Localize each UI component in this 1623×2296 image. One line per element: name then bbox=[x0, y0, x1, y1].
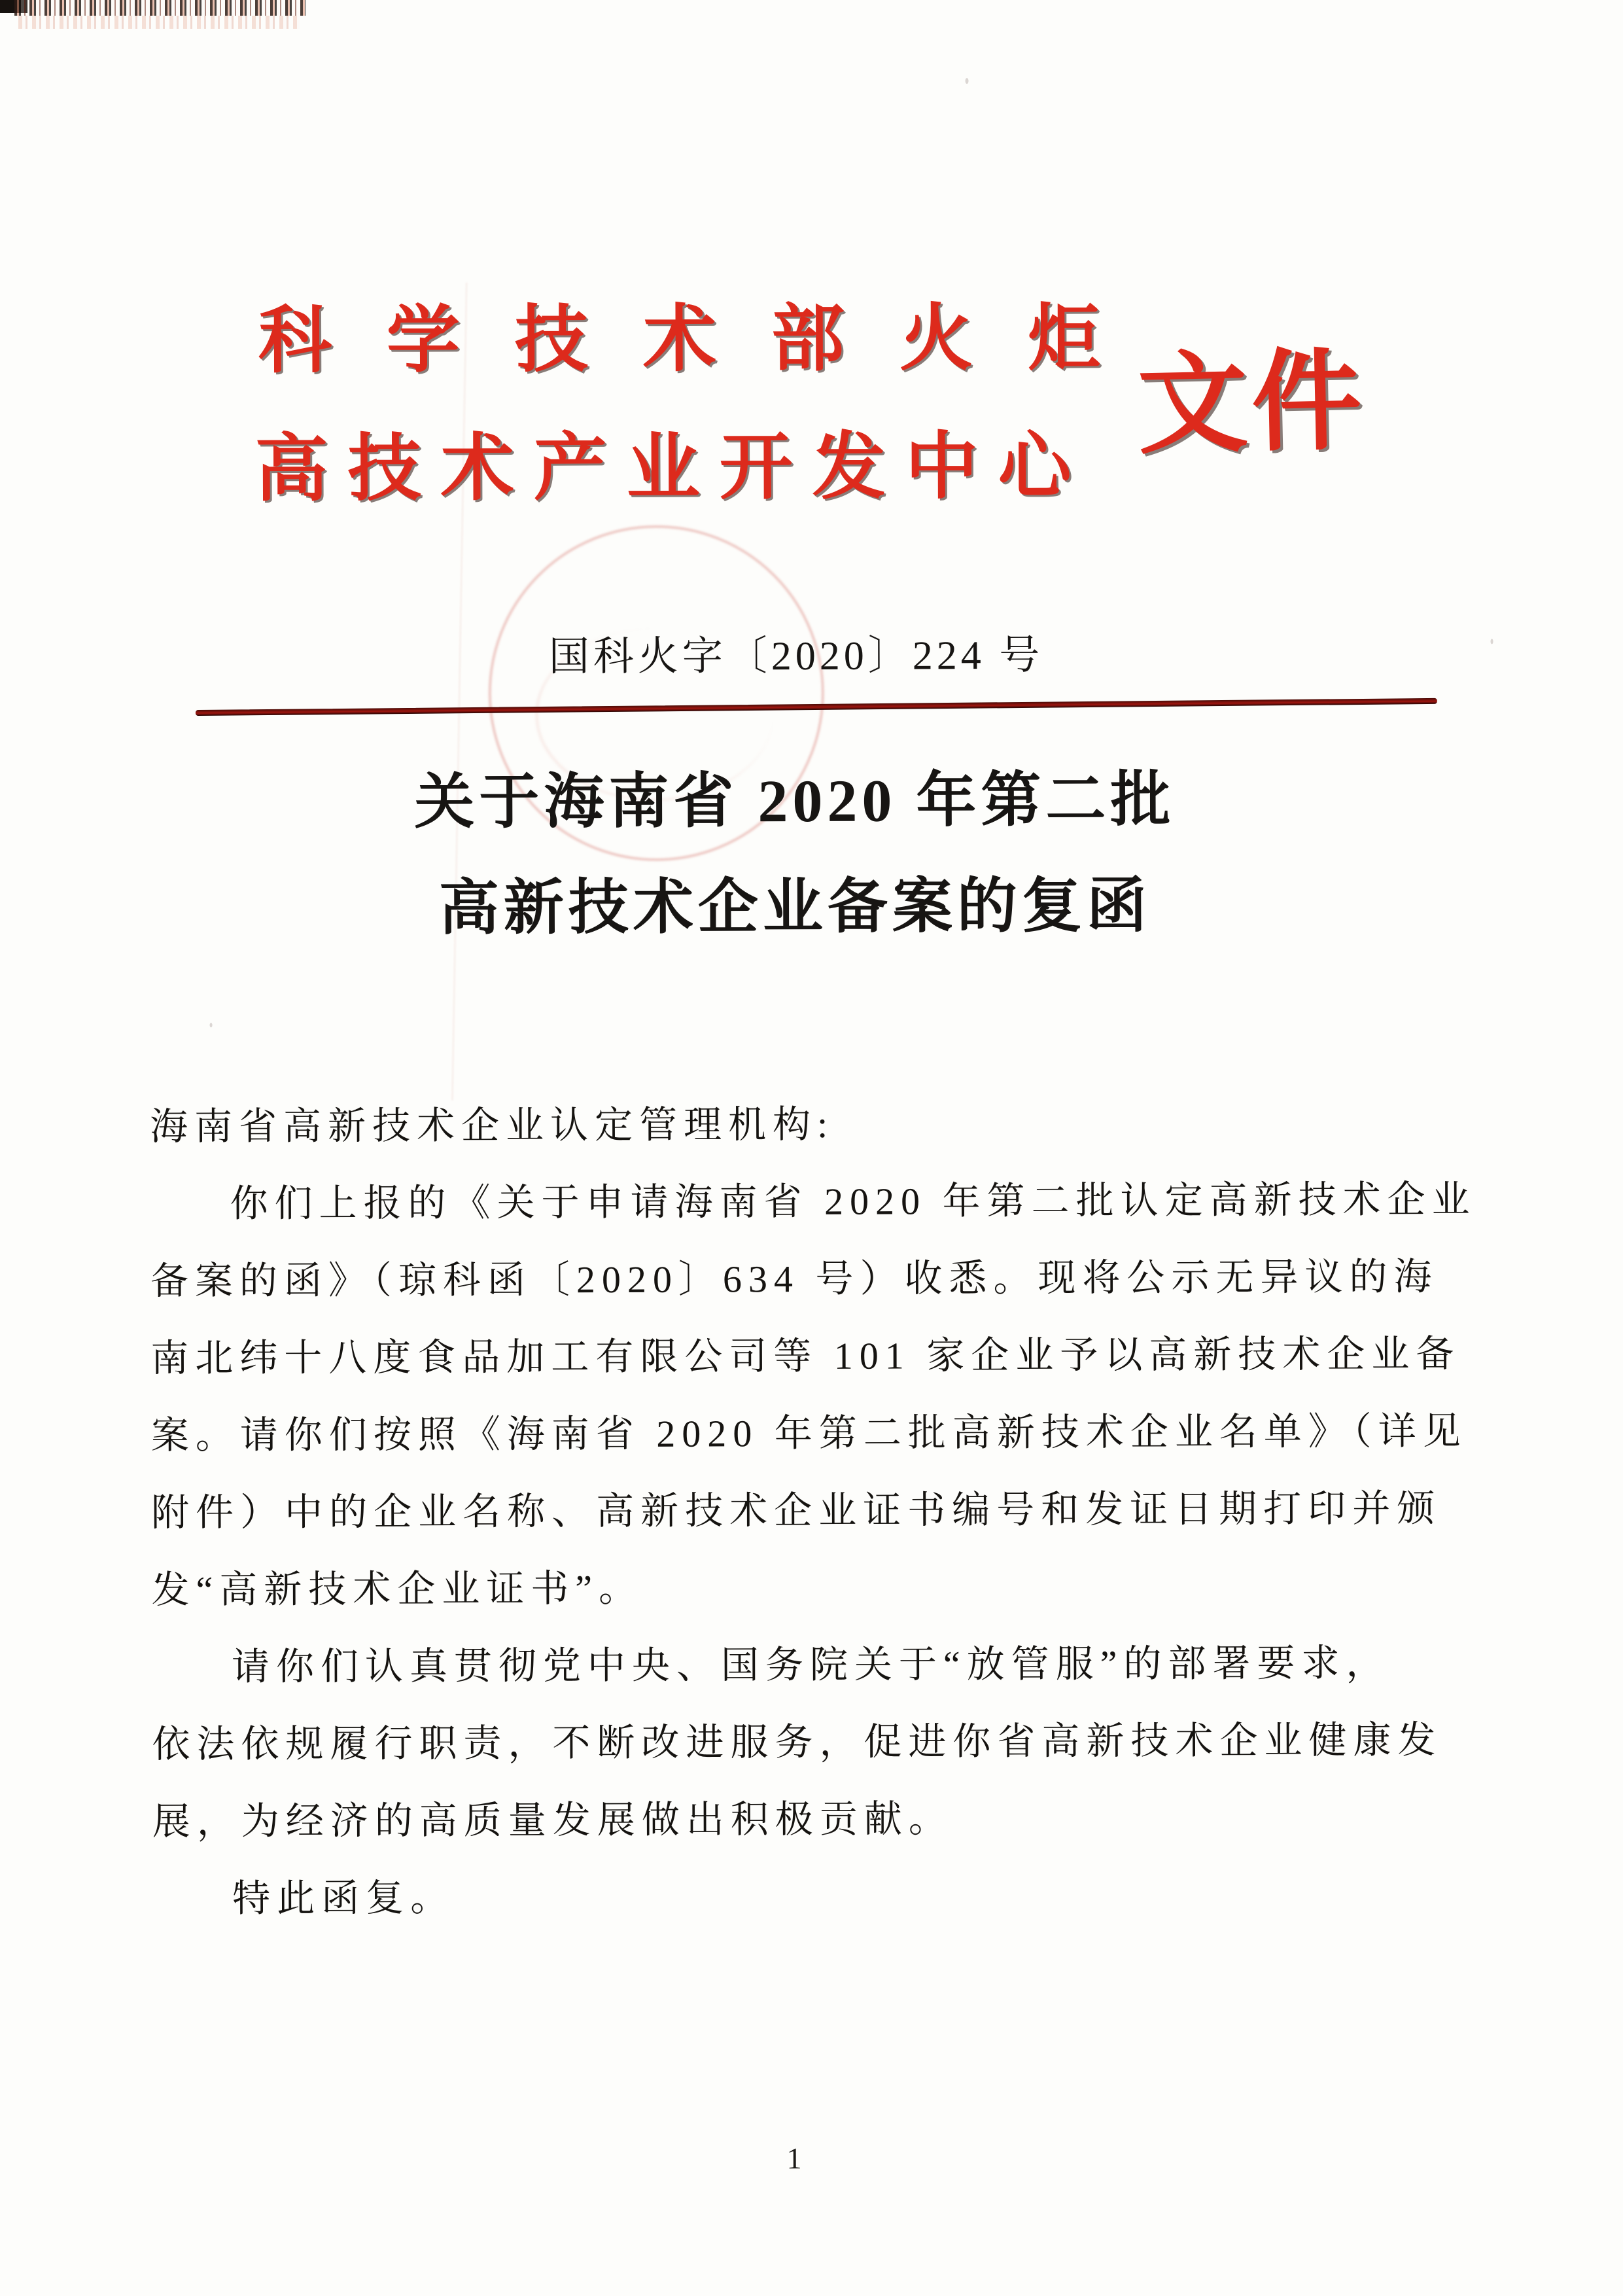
paragraph1-line: 南北纬十八度食品加工有限公司等 101 家企业予以高新技术企业备 bbox=[150, 1332, 1461, 1380]
letterhead-org-line2: 高技术产业开发中心 bbox=[254, 426, 1091, 510]
scan-speck bbox=[210, 1023, 213, 1027]
paragraph2-line: 请你们认真贯彻党中央、国务院关于“放管服”的部署要求， bbox=[231, 1641, 1391, 1689]
document-number: 国科火字〔2020〕224 号 bbox=[548, 633, 1044, 680]
paragraph1-line: 案。请你们按照《海南省 2020 年第二批高新技术企业名单》（详见 bbox=[150, 1409, 1467, 1457]
closing-line: 特此函复。 bbox=[232, 1876, 455, 1920]
paragraph2-line: 依法依规履行职责，不断改进服务，促进你省高新技术企业健康发 bbox=[152, 1718, 1442, 1766]
paragraph1-line: 你们上报的《关于申请海南省 2020 年第二批认定高新技术企业 bbox=[230, 1178, 1476, 1226]
document-title bbox=[0, 768, 1623, 940]
paper-crease bbox=[451, 283, 468, 1101]
title-line-1: 关于海南省 2020 年第二批 bbox=[414, 766, 1176, 836]
salutation-line: 海南省高新技术企业认定管理机构: bbox=[149, 1103, 835, 1148]
letterhead-doc-type: 文件 bbox=[1136, 341, 1367, 468]
paragraph1-line: 发“高新技术企业证书”。 bbox=[151, 1566, 644, 1612]
document-body bbox=[150, 1084, 1484, 1937]
scan-speck bbox=[966, 78, 969, 84]
paragraph1-line: 附件）中的企业名称、高新技术企业证书编号和发证日期打印并颁 bbox=[151, 1487, 1442, 1534]
title-line-2: 高新技术企业备案的复函 bbox=[438, 872, 1152, 942]
page-number: 1 bbox=[786, 2142, 802, 2176]
paragraph2-line: 展，为经济的高质量发展做出积极贡献。 bbox=[152, 1797, 953, 1843]
letterhead-org-line1: 科学技术部火炬 bbox=[258, 298, 1157, 382]
scan-speck bbox=[1491, 639, 1493, 644]
paragraph1-line: 备案的函》（琼科函〔2020〕634 号）收悉。现将公示无异议的海 bbox=[150, 1255, 1439, 1303]
